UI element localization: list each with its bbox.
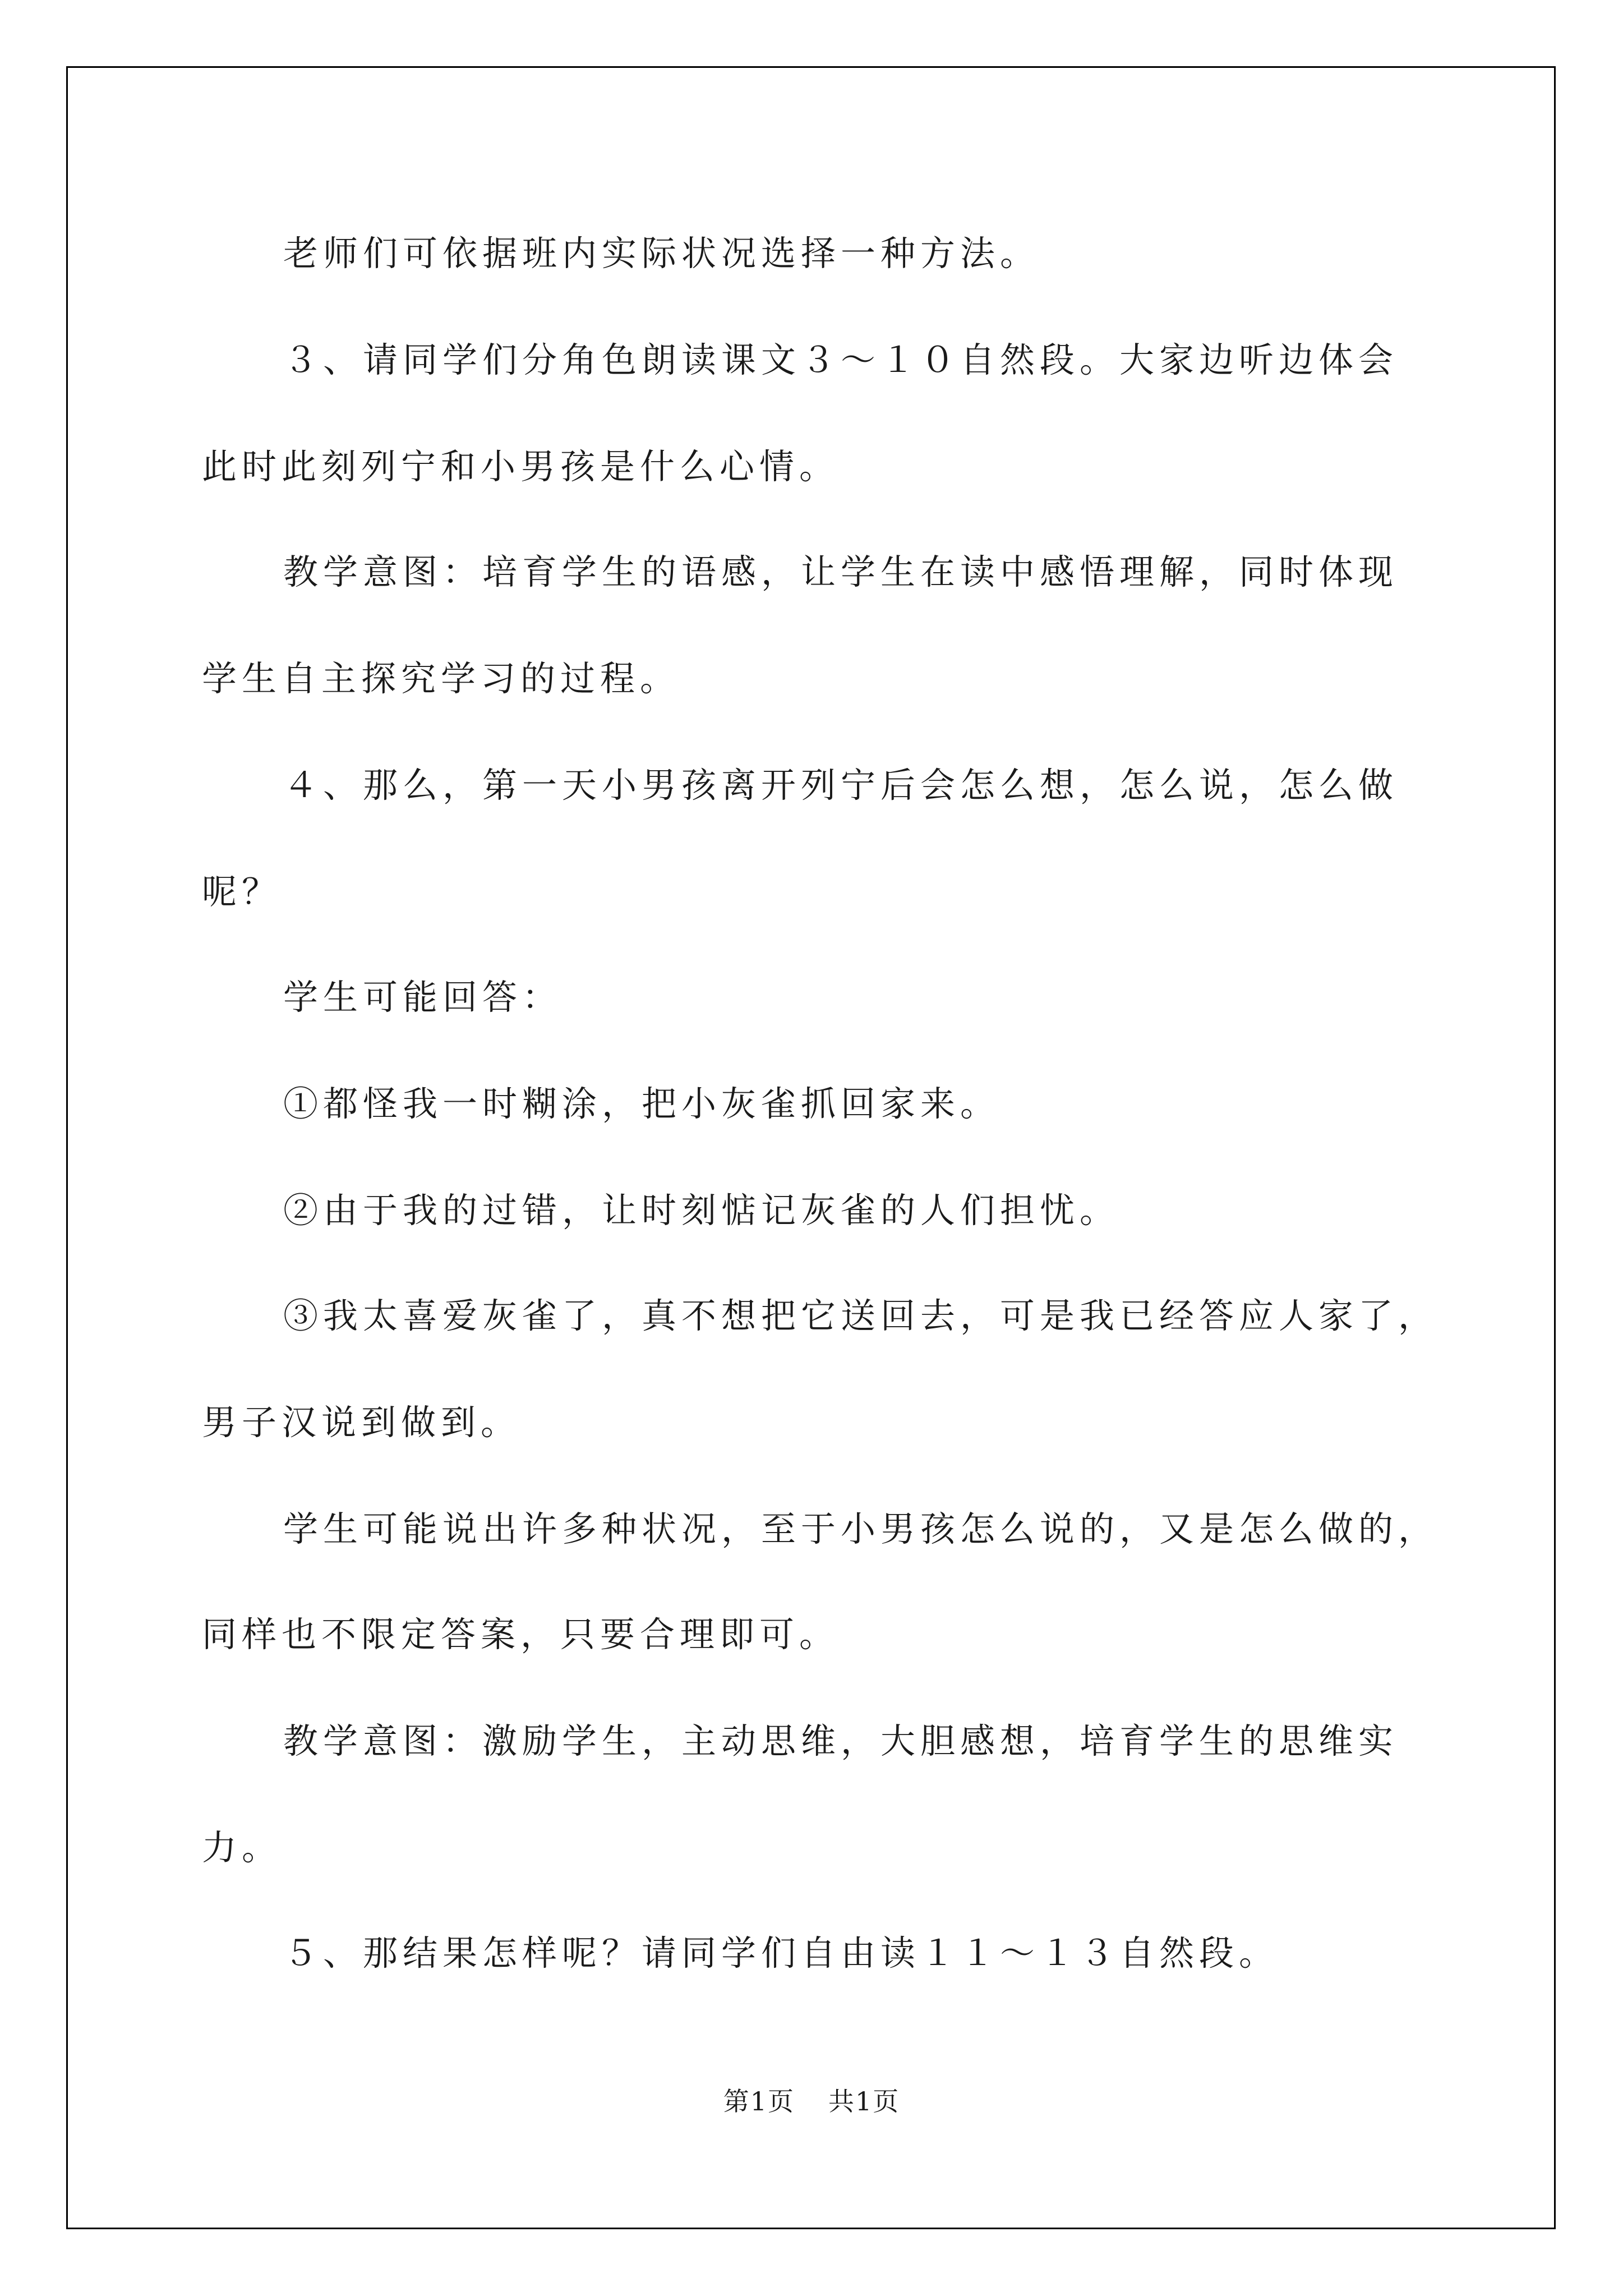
page-border bbox=[66, 66, 1556, 2229]
paragraph-line: 教学意图：激励学生，主动思维，大胆感想，培育学生的思维实 bbox=[283, 1720, 1399, 1761]
paragraph-line: ４、那么，第一天小男孩离开列宁后会怎么想，怎么说，怎么做 bbox=[283, 765, 1399, 806]
paragraph-line: 学生可能回答： bbox=[283, 977, 562, 1018]
paragraph-line: ①都怪我一时糊涂，把小灰雀抓回家来。 bbox=[283, 1083, 1000, 1124]
page-number: 第1页 bbox=[723, 2086, 795, 2116]
paragraph-line: ３、请同学们分角色朗读课文３～１０自然段。大家边听边体会 bbox=[283, 339, 1399, 380]
paragraph-line: 老师们可依据班内实际状况选择一种方法。 bbox=[283, 233, 1040, 274]
page-total: 共1页 bbox=[828, 2086, 900, 2116]
paragraph-line: 力。 bbox=[202, 1827, 282, 1868]
page-footer bbox=[0, 2085, 1623, 2118]
paragraph-line: 学生可能说出许多种状况，至于小男孩怎么说的，又是怎么做的， bbox=[283, 1508, 1438, 1549]
paragraph-line: ③我太喜爱灰雀了，真不想把它送回去，可是我已经答应人家了， bbox=[283, 1295, 1438, 1336]
paragraph-line: 此时此刻列宁和小男孩是什么心情。 bbox=[202, 446, 840, 487]
paragraph-line: ②由于我的过错，让时刻惦记灰雀的人们担忧。 bbox=[283, 1190, 1120, 1231]
paragraph-line: 学生自主探究学习的过程。 bbox=[202, 658, 680, 699]
paragraph-line: 同样也不限定答案，只要合理即可。 bbox=[202, 1614, 840, 1655]
paragraph-line: 呢？ bbox=[202, 871, 282, 912]
paragraph-line: ５、那结果怎样呢？请同学们自由读１１～１３自然段。 bbox=[283, 1932, 1279, 1973]
paragraph-line: 男子汉说到做到。 bbox=[202, 1402, 521, 1443]
paragraph-line: 教学意图：培育学生的语感，让学生在读中感悟理解，同时体现 bbox=[283, 551, 1399, 592]
